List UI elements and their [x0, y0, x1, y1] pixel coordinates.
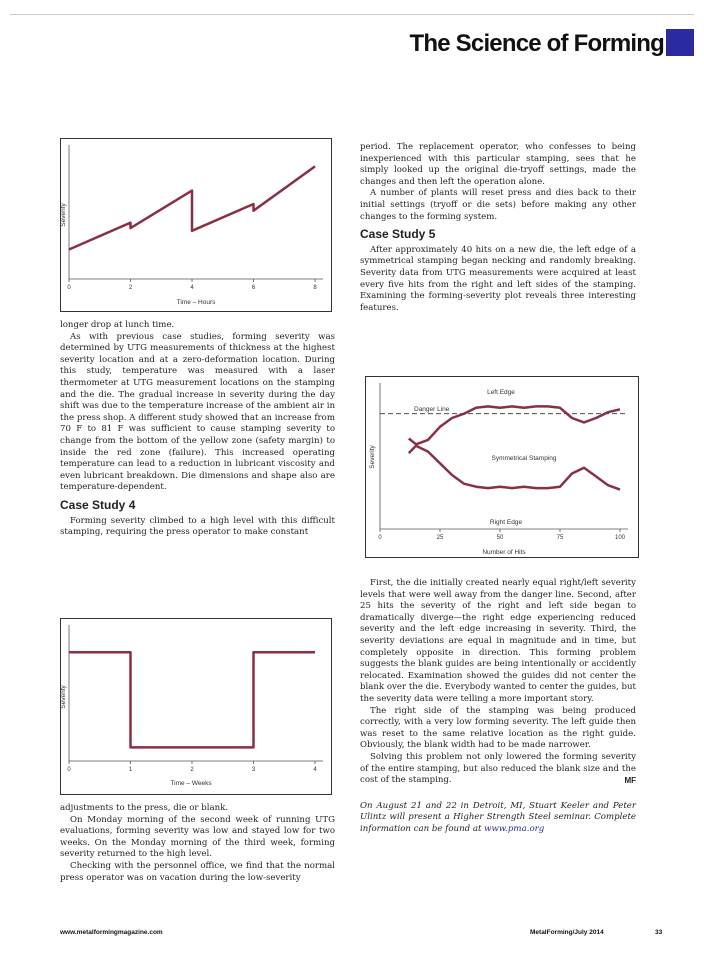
figure-severity-hits [365, 376, 639, 558]
paragraph: period. The replacement operator, who confesses to being inexperienced with this particular stamping, sees that he simply looked up the original die-tryoff settings, made the changes and then left the operation alone. [360, 142, 636, 187]
x-tick-label: 50 [496, 535, 504, 541]
series-right-edge [409, 446, 620, 490]
x-tick-label: 4 [313, 767, 317, 773]
paragraph [360, 752, 636, 787]
x-tick-label: 2 [128, 285, 133, 291]
x-tick-label: 6 [251, 285, 256, 291]
paragraph: adjustments to the press, die or blank. [60, 803, 229, 813]
header-rule [10, 0, 694, 15]
end-mark: MF [624, 776, 636, 786]
center-label: Symmetrical Stamping [491, 455, 557, 462]
x-tick-label: 25 [436, 535, 444, 541]
section-color-block [666, 29, 694, 56]
left-edge-label: Left Edge [487, 389, 515, 396]
x-tick-label: 0 [67, 285, 71, 291]
x-tick-label: 100 [614, 535, 626, 541]
paragraph-text: Solving this problem not only lowered the forming severity of the entire stamping, but also reduced the blank size and the cost of the stamping. [360, 751, 636, 786]
seminar-note [360, 801, 636, 836]
paragraph: longer drop at lunch time. [60, 320, 175, 330]
x-axis-label: Number of Hits [482, 549, 526, 556]
x-axis-label: Time – Hours [176, 299, 216, 306]
series-line [69, 166, 315, 249]
x-axis-label: Time – Weeks [170, 780, 212, 787]
y-axis-label: Severity [369, 445, 376, 469]
y-axis-label: Severity [60, 203, 67, 227]
footer-url: www.metalformingmagazine.com [60, 929, 163, 936]
paragraph: On Monday morning of the second week of running UTG evaluations, forming severity was low and stayed low for two weeks. On the Monday morning of the third week, forming severity returned to the high level. [60, 814, 335, 860]
section-title: The Science of Forming [409, 30, 664, 57]
seminar-link[interactable]: www.pma.org [484, 823, 545, 834]
footer-issue: MetalForming/July 2014 [530, 929, 604, 936]
paragraph: First, the die initially created nearly equal right/left severity levels that were well away from the danger line. Second, after 25 hits the severity of the right and left side began to dramatically diverge—the right edge experiencing reduced severity and the left edge increasing in severity. Third, the severity deviations are equal in magnitude and in time, but completely opposite in direction. This forming problem suggests the blank guides are being intentionally or accidently relocated. Examination showed the guides did not center the blank over the die. Everybody wanted to center the guides, but the severity data were telling a more important story. [360, 578, 636, 704]
series-line [69, 652, 315, 747]
danger-line-label: Danger Line [414, 406, 450, 413]
heading-case-study-4: Case Study 4 [60, 497, 136, 512]
right-edge-label: Right Edge [489, 519, 523, 526]
paragraph: The right side of the stamping was being produced correctly, with a very low forming severity. The left guide then was reset to the same relative location as the right guide. Obviously, the blank width had to be made narrower. [360, 705, 636, 751]
left-column-top [60, 320, 335, 539]
heading-case-study-5: Case Study 5 [360, 227, 436, 242]
x-tick-label: 3 [251, 767, 256, 773]
chart-severity-hours [61, 139, 331, 311]
paragraph: After approximately 40 hits on a new die, the left edge of a symmetrical stamping began necking and randomly breaking. Severity data from UTG measurements were acquired at least every five hits from the right and left sides of the stamping. Examining the forming-severity plot reveals three interesting features. [360, 244, 636, 313]
right-column-bottom [360, 578, 636, 835]
right-column-top [360, 142, 636, 314]
x-tick-label: 75 [556, 535, 564, 541]
x-tick-label: 4 [190, 285, 194, 291]
x-tick-label: 2 [190, 767, 194, 773]
left-column-bottom [60, 803, 335, 884]
paragraph: A number of plants will reset press and dies back to their initial settings (tryoff or die sets) before making any other changes to the forming system. [360, 188, 636, 222]
figure-severity-hours [60, 138, 332, 312]
paragraph: As with previous case studies, forming severity was determined by UTG measurements of thickness at the highest severity location and at a zero-deformation location. During this study, temperature was measured with a laser thermometer at UTG measurement locations on the stamping and the die. The gradual increase in severity during the day shift was due to the temperature increase of the ambient air in the press shop. A different study showed that an increase from 70 F to 81 F was sufficient to cause stamping severity to change from the bottom of the yellow zone (safety margin) to inside the red zone (failure). This increased operating temperature can lead to a reduction in lubricant viscosity and even lubricant breakdown. Die dimensions and shape also are temperature-dependent. [60, 331, 335, 493]
page-number: 33 [655, 929, 663, 936]
paragraph: Forming severity climbed to a high level with this difficult stamping, requiring the press operator to make constant [60, 515, 335, 538]
y-axis-label: Severity [60, 685, 67, 709]
x-tick-label: 0 [378, 535, 382, 541]
paragraph: Checking with the personnel office, we find that the normal press operator was on vacation during the low-severity [60, 860, 335, 883]
x-tick-label: 0 [67, 767, 71, 773]
chart-severity-hits [366, 377, 638, 557]
figure-severity-weeks [60, 618, 332, 795]
chart-severity-weeks [61, 619, 331, 794]
x-tick-label: 1 [128, 767, 133, 773]
x-tick-label: 8 [313, 285, 317, 291]
seminar-note-text: On August 21 and 22 in Detroit, MI, Stuart Keeler and Peter Ulintz will present a Higher Strength Steel seminar. Complete information can be found at [360, 800, 636, 834]
